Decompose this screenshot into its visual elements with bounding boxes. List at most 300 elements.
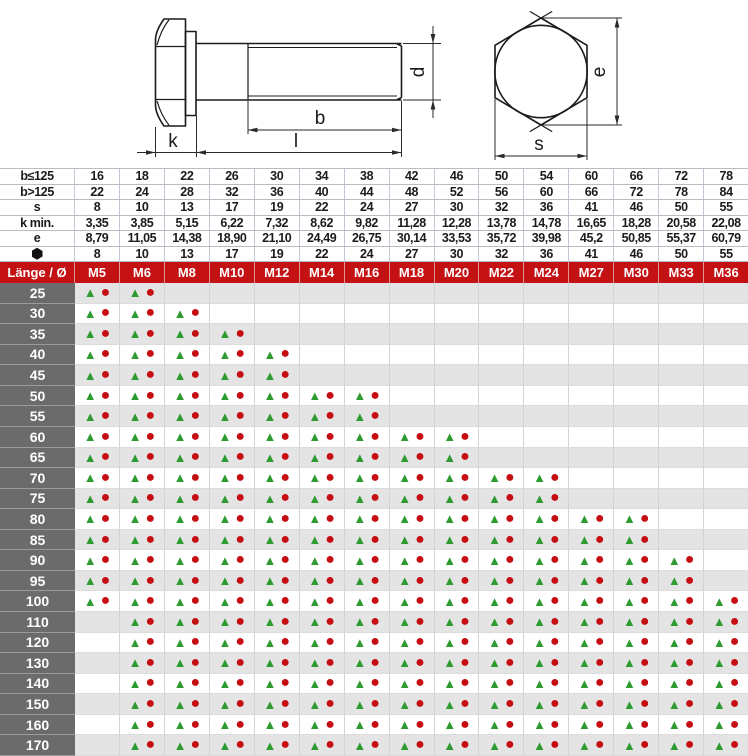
matrix-cell (345, 591, 390, 612)
circle-marker-icon: ● (190, 592, 201, 610)
matrix-cell (524, 591, 569, 612)
circle-marker-icon: ● (235, 592, 246, 610)
triangle-marker-icon: ▲ (308, 552, 322, 568)
circle-marker-icon: ● (370, 489, 380, 507)
matrix-cell (479, 509, 524, 530)
circle-marker-icon: ● (145, 653, 156, 671)
circle-marker-icon: ● (145, 324, 156, 342)
matrix-cell (75, 406, 120, 427)
matrix-cell (120, 468, 165, 489)
matrix-cell (659, 489, 704, 510)
matrix-cell (75, 489, 120, 510)
circle-marker-icon: ● (100, 551, 111, 569)
triangle-marker-icon: ▲ (83, 367, 97, 383)
circle-marker-icon: ● (460, 427, 470, 445)
matrix-cell (704, 694, 748, 715)
matrix-cell (704, 633, 748, 654)
circle-marker-icon: ● (235, 530, 246, 548)
circle-marker-icon: ● (505, 489, 515, 507)
triangle-marker-icon: ▲ (533, 737, 546, 753)
triangle-marker-icon: ▲ (533, 675, 546, 691)
matrix-cell (255, 386, 300, 407)
matrix-row-label: 160 (0, 715, 75, 736)
matrix-row-label: 170 (0, 735, 75, 756)
circle-marker-icon: ● (190, 509, 201, 527)
circle-marker-icon: ● (594, 633, 605, 651)
dim-value: 14,78 (524, 216, 569, 231)
matrix-cell (614, 653, 659, 674)
matrix-cell (255, 304, 300, 325)
circle-marker-icon: ● (100, 489, 111, 507)
circle-marker-icon: ● (549, 612, 560, 630)
triangle-marker-icon: ▲ (578, 655, 591, 671)
triangle-marker-icon: ▲ (398, 675, 412, 691)
circle-marker-icon: ● (729, 653, 740, 671)
circle-marker-icon: ● (415, 736, 425, 754)
triangle-marker-icon: ▲ (353, 696, 367, 712)
matrix-cell (569, 304, 614, 325)
matrix-cell (120, 694, 165, 715)
triangle-marker-icon: ▲ (533, 490, 546, 506)
matrix-cell (300, 386, 345, 407)
triangle-marker-icon: ▲ (308, 593, 322, 609)
circle-marker-icon: ● (100, 324, 111, 342)
matrix-cell (75, 448, 120, 469)
matrix-cell (659, 550, 704, 571)
matrix-cell (300, 324, 345, 345)
dim-value: 11,05 (120, 231, 165, 246)
triangle-marker-icon: ▲ (308, 449, 322, 465)
matrix-cell (569, 674, 614, 695)
circle-marker-icon: ● (145, 674, 156, 692)
circle-marker-icon: ● (594, 653, 605, 671)
matrix-cell (569, 283, 614, 304)
circle-marker-icon: ● (729, 695, 740, 713)
circle-marker-icon: ● (505, 653, 515, 671)
triangle-marker-icon: ▲ (622, 552, 636, 568)
triangle-marker-icon: ▲ (128, 511, 142, 527)
matrix-cell (479, 530, 524, 551)
circle-marker-icon: ● (415, 571, 425, 589)
circle-marker-icon: ● (280, 571, 290, 589)
triangle-marker-icon: ▲ (622, 573, 636, 589)
circle-marker-icon: ● (549, 695, 560, 713)
matrix-cell (659, 653, 704, 674)
matrix-cell (300, 653, 345, 674)
circle-marker-icon: ● (325, 530, 335, 548)
triangle-marker-icon: ▲ (622, 511, 636, 527)
circle-marker-icon: ● (370, 592, 380, 610)
triangle-marker-icon: ▲ (488, 573, 501, 589)
circle-marker-icon: ● (684, 736, 695, 754)
triangle-marker-icon: ▲ (398, 634, 412, 650)
bolt-dimension-lines (137, 26, 441, 157)
dim-value: 27 (390, 247, 435, 262)
triangle-marker-icon: ▲ (218, 532, 232, 548)
matrix-cell (300, 715, 345, 736)
matrix-cell (300, 448, 345, 469)
matrix-cell (704, 468, 748, 489)
hexagon-icon (32, 248, 43, 260)
dim-value: 21,10 (255, 231, 300, 246)
circle-marker-icon: ● (235, 345, 246, 363)
matrix-cell (75, 468, 120, 489)
circle-marker-icon: ● (325, 633, 335, 651)
triangle-marker-icon: ▲ (263, 470, 277, 486)
dim-value: 19 (255, 247, 300, 262)
matrix-cell (345, 386, 390, 407)
triangle-marker-icon: ▲ (263, 388, 277, 404)
dim-label-d: d (408, 66, 429, 78)
triangle-marker-icon: ▲ (263, 346, 277, 362)
matrix-row (0, 468, 748, 489)
circle-marker-icon: ● (639, 530, 650, 548)
circle-marker-icon: ● (280, 736, 290, 754)
circle-marker-icon: ● (729, 736, 740, 754)
circle-marker-icon: ● (684, 612, 695, 630)
matrix-cell (120, 448, 165, 469)
triangle-marker-icon: ▲ (308, 490, 322, 506)
circle-marker-icon: ● (594, 530, 605, 548)
dim-value: 12,28 (435, 216, 480, 231)
circle-marker-icon: ● (549, 633, 560, 651)
matrix-cell (479, 653, 524, 674)
circle-marker-icon: ● (370, 715, 380, 733)
triangle-marker-icon: ▲ (128, 449, 142, 465)
circle-marker-icon: ● (729, 592, 740, 610)
circle-marker-icon: ● (145, 736, 156, 754)
triangle-marker-icon: ▲ (712, 675, 726, 691)
matrix-cell (210, 694, 255, 715)
circle-marker-icon: ● (460, 468, 470, 486)
matrix-row-label: 55 (0, 406, 75, 427)
triangle-marker-icon: ▲ (712, 655, 726, 671)
matrix-cell (435, 283, 480, 304)
circle-marker-icon: ● (549, 468, 560, 486)
matrix-cell (569, 427, 614, 448)
circle-marker-icon: ● (505, 530, 515, 548)
triangle-marker-icon: ▲ (443, 717, 457, 733)
triangle-marker-icon: ▲ (443, 634, 457, 650)
matrix-cell (390, 489, 435, 510)
triangle-marker-icon: ▲ (712, 717, 726, 733)
dim-value: 66 (614, 169, 659, 184)
triangle-marker-icon: ▲ (83, 593, 97, 609)
circle-marker-icon: ● (684, 715, 695, 733)
triangle-marker-icon: ▲ (173, 305, 187, 321)
matrix-cell (704, 715, 748, 736)
circle-marker-icon: ● (235, 571, 246, 589)
triangle-marker-icon: ▲ (578, 532, 591, 548)
triangle-marker-icon: ▲ (308, 429, 322, 445)
matrix-cell (435, 694, 480, 715)
circle-marker-icon: ● (325, 509, 335, 527)
matrix-cell (300, 345, 345, 366)
dim-value: 7,32 (255, 216, 300, 231)
circle-marker-icon: ● (415, 468, 425, 486)
triangle-marker-icon: ▲ (353, 449, 367, 465)
circle-marker-icon: ● (460, 592, 470, 610)
triangle-marker-icon: ▲ (488, 717, 501, 733)
matrix-cell (210, 653, 255, 674)
dim-row-label: k min. (0, 216, 75, 231)
circle-marker-icon: ● (100, 407, 111, 425)
matrix-cell (569, 345, 614, 366)
dim-value: 5,15 (165, 216, 210, 231)
matrix-cell (210, 345, 255, 366)
circle-marker-icon: ● (460, 653, 470, 671)
matrix-cell (165, 448, 210, 469)
dim-value: 24 (345, 247, 390, 262)
matrix-cell (390, 571, 435, 592)
matrix-cell (704, 324, 748, 345)
matrix-cell (120, 304, 165, 325)
dim-value: 30 (435, 200, 480, 215)
matrix-row-label: 30 (0, 304, 75, 325)
matrix-row-label: 45 (0, 365, 75, 386)
triangle-marker-icon: ▲ (353, 593, 367, 609)
circle-marker-icon: ● (145, 386, 156, 404)
triangle-marker-icon: ▲ (173, 388, 187, 404)
circle-marker-icon: ● (280, 695, 290, 713)
matrix-cell (524, 324, 569, 345)
matrix-cell (435, 509, 480, 530)
matrix-cell (659, 448, 704, 469)
matrix-cell (300, 509, 345, 530)
triangle-marker-icon: ▲ (488, 552, 501, 568)
circle-marker-icon: ● (505, 736, 515, 754)
circle-marker-icon: ● (235, 468, 246, 486)
matrix-cell (345, 509, 390, 530)
matrix-cell (300, 304, 345, 325)
circle-marker-icon: ● (235, 653, 246, 671)
triangle-marker-icon: ▲ (622, 593, 636, 609)
circle-marker-icon: ● (190, 324, 201, 342)
matrix-cell (569, 324, 614, 345)
matrix-cell (435, 674, 480, 695)
matrix-column-header: M14 (300, 262, 345, 283)
circle-marker-icon: ● (235, 674, 246, 692)
circle-marker-icon: ● (100, 366, 111, 384)
matrix-cell (704, 365, 748, 386)
triangle-marker-icon: ▲ (443, 490, 457, 506)
matrix-cell (120, 406, 165, 427)
matrix-cell (210, 550, 255, 571)
circle-marker-icon: ● (594, 736, 605, 754)
matrix-cell (479, 283, 524, 304)
triangle-marker-icon: ▲ (263, 634, 277, 650)
matrix-cell (390, 674, 435, 695)
matrix-cell (255, 571, 300, 592)
triangle-marker-icon: ▲ (533, 655, 546, 671)
triangle-marker-icon: ▲ (622, 655, 636, 671)
matrix-cell (300, 633, 345, 654)
matrix-cell (210, 509, 255, 530)
matrix-cell (300, 283, 345, 304)
circle-marker-icon: ● (415, 551, 425, 569)
matrix-cell (255, 509, 300, 530)
matrix-cell (345, 304, 390, 325)
triangle-marker-icon: ▲ (128, 614, 142, 630)
circle-marker-icon: ● (460, 489, 470, 507)
dim-value: 46 (614, 247, 659, 262)
matrix-cell (165, 694, 210, 715)
matrix-row-label: 35 (0, 324, 75, 345)
triangle-marker-icon: ▲ (83, 490, 97, 506)
circle-marker-icon: ● (190, 489, 201, 507)
circle-marker-icon: ● (549, 736, 560, 754)
circle-marker-icon: ● (370, 653, 380, 671)
dim-value: 41 (569, 200, 614, 215)
matrix-cell (390, 694, 435, 715)
triangle-marker-icon: ▲ (353, 737, 367, 753)
dim-value: 18,28 (614, 216, 659, 231)
matrix-cell (255, 283, 300, 304)
triangle-marker-icon: ▲ (488, 634, 501, 650)
matrix-cell (120, 571, 165, 592)
triangle-marker-icon: ▲ (578, 675, 591, 691)
matrix-cell (210, 324, 255, 345)
matrix-cell (165, 591, 210, 612)
circle-marker-icon: ● (370, 386, 380, 404)
triangle-marker-icon: ▲ (263, 490, 277, 506)
dim-value: 32 (479, 247, 524, 262)
circle-marker-icon: ● (190, 715, 201, 733)
matrix-column-header: M10 (210, 262, 255, 283)
circle-marker-icon: ● (235, 324, 246, 342)
circle-marker-icon: ● (639, 551, 650, 569)
matrix-cell (435, 406, 480, 427)
dim-value: 3,35 (75, 216, 120, 231)
circle-marker-icon: ● (235, 715, 246, 733)
matrix-cell (255, 427, 300, 448)
triangle-marker-icon: ▲ (173, 593, 187, 609)
matrix-cell (120, 365, 165, 386)
matrix-cell (75, 633, 120, 654)
matrix-cell (435, 735, 480, 756)
matrix-cell (300, 591, 345, 612)
circle-marker-icon: ● (505, 592, 515, 610)
dim-value: 8,79 (75, 231, 120, 246)
dim-value: 6,22 (210, 216, 255, 231)
circle-marker-icon: ● (325, 715, 335, 733)
matrix-cell (75, 571, 120, 592)
circle-marker-icon: ● (415, 448, 425, 466)
triangle-marker-icon: ▲ (578, 634, 591, 650)
matrix-cell (435, 324, 480, 345)
circle-marker-icon: ● (145, 633, 156, 651)
matrix-row-label: 50 (0, 386, 75, 407)
dim-value: 32 (479, 200, 524, 215)
circle-marker-icon: ● (505, 468, 515, 486)
circle-marker-icon: ● (145, 448, 156, 466)
circle-marker-icon: ● (639, 509, 650, 527)
triangle-marker-icon: ▲ (488, 511, 501, 527)
matrix-cell (569, 406, 614, 427)
circle-marker-icon: ● (280, 592, 290, 610)
triangle-marker-icon: ▲ (533, 573, 546, 589)
matrix-column-header: M36 (713, 265, 739, 280)
matrix-cell (165, 489, 210, 510)
matrix-cell (569, 386, 614, 407)
circle-marker-icon: ● (190, 612, 201, 630)
circle-marker-icon: ● (729, 674, 740, 692)
matrix-cell (479, 406, 524, 427)
matrix-cell (704, 612, 748, 633)
technical-drawing (0, 0, 748, 168)
dim-label-e: e (589, 66, 610, 78)
matrix-cell (614, 406, 659, 427)
circle-marker-icon: ● (280, 366, 290, 384)
triangle-marker-icon: ▲ (578, 696, 591, 712)
matrix-cell (165, 653, 210, 674)
matrix-cell (479, 612, 524, 633)
matrix-cell (479, 386, 524, 407)
triangle-marker-icon: ▲ (353, 490, 367, 506)
circle-marker-icon: ● (415, 592, 425, 610)
matrix-cell (390, 283, 435, 304)
triangle-marker-icon: ▲ (218, 429, 232, 445)
circle-marker-icon: ● (190, 695, 201, 713)
circle-marker-icon: ● (100, 509, 111, 527)
triangle-marker-icon: ▲ (488, 614, 501, 630)
matrix-cell (300, 489, 345, 510)
matrix-cell (300, 468, 345, 489)
matrix-cell (569, 489, 614, 510)
dim-value: 16,65 (569, 216, 614, 231)
triangle-marker-icon: ▲ (263, 367, 277, 383)
circle-marker-icon: ● (370, 736, 380, 754)
circle-marker-icon: ● (145, 304, 156, 322)
triangle-marker-icon: ▲ (218, 367, 232, 383)
triangle-marker-icon: ▲ (488, 737, 501, 753)
triangle-marker-icon: ▲ (353, 634, 367, 650)
triangle-marker-icon: ▲ (263, 614, 277, 630)
triangle-marker-icon: ▲ (533, 696, 546, 712)
matrix-cell (659, 468, 704, 489)
bolt-dimension-arrows (146, 34, 435, 155)
matrix-cell (75, 304, 120, 325)
matrix-cell (345, 345, 390, 366)
dim-value: 22 (300, 200, 345, 215)
dim-value: 3,85 (120, 216, 165, 231)
dim-label-k: k (168, 131, 178, 152)
matrix-cell (569, 694, 614, 715)
matrix-row-label: 40 (0, 345, 75, 366)
dim-value: 13 (165, 200, 210, 215)
dim-value: 26 (210, 169, 255, 184)
matrix-cell (479, 365, 524, 386)
triangle-marker-icon: ▲ (533, 470, 546, 486)
matrix-cell (75, 591, 120, 612)
triangle-marker-icon: ▲ (308, 717, 322, 733)
triangle-marker-icon: ▲ (128, 490, 142, 506)
triangle-marker-icon: ▲ (218, 408, 232, 424)
circle-marker-icon: ● (639, 674, 650, 692)
triangle-marker-icon: ▲ (173, 717, 187, 733)
matrix-cell (165, 427, 210, 448)
triangle-marker-icon: ▲ (173, 655, 187, 671)
circle-marker-icon: ● (235, 489, 246, 507)
dim-value: 26,75 (345, 231, 390, 246)
triangle-marker-icon: ▲ (443, 470, 457, 486)
matrix-cell (75, 653, 120, 674)
matrix-column-header: M30 (614, 262, 659, 283)
dim-value: 38 (345, 169, 390, 184)
triangle-marker-icon: ▲ (218, 470, 232, 486)
matrix-cell (75, 324, 120, 345)
matrix-cell (435, 715, 480, 736)
